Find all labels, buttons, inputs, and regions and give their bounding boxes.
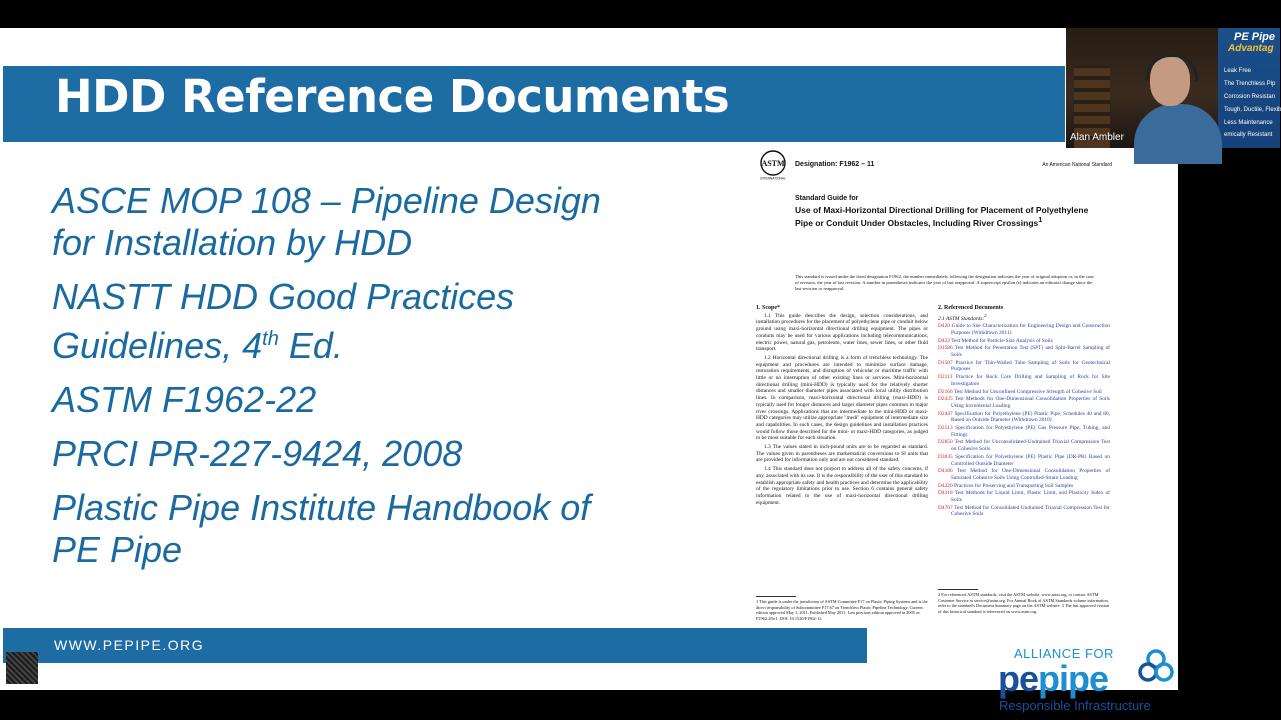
scope-column — [756, 305, 928, 508]
reference-list — [52, 180, 692, 583]
poster-item: Less Maintenance — [1224, 120, 1273, 126]
astm-reference-item — [938, 439, 1110, 452]
participant-body — [1134, 104, 1222, 164]
reference-item — [52, 180, 692, 264]
refs-heading: 2. Referenced Documents — [938, 305, 1004, 311]
astm-reference-code[interactable]: D1586 — [938, 345, 953, 352]
logo-wordmark — [998, 659, 1108, 699]
poster-title: PE Pipe — [1234, 31, 1275, 43]
reference-line: PE Pipe — [52, 529, 183, 570]
slide-title: HDD Reference Documents — [55, 70, 730, 123]
astm-reference-item — [938, 360, 1110, 373]
astm-reference-item — [938, 323, 1110, 336]
poster-item: Leak Free — [1224, 68, 1252, 74]
astm-reference-code[interactable]: D3035 — [938, 453, 953, 460]
logo-pipe-text: pipe — [1038, 658, 1109, 699]
document-intro: This standard is issued under the fixed designation F1962; the number immediately following the designation indicates the year of original adoption or, in the case of revision, the year of last revision. A number in parentheses indicates the year of last reapproval. A superscript epsilon (ε) indicates an editorial change since the last revision or reapproval. — [795, 274, 1094, 291]
astm-logo-subtext: INTERNATIONAL — [760, 176, 786, 181]
referenced-documents-column — [938, 305, 1110, 519]
footnote-divider — [938, 589, 978, 590]
astm-reference-item — [938, 396, 1110, 409]
headset-icon — [1146, 54, 1198, 81]
reference-line: ASTM F1962-22 — [52, 379, 317, 420]
astm-reference-title[interactable]: Test Methods for Liquid Limit, Plastic Limit, and Plasticity Index of Soils — [951, 490, 1110, 504]
corner-pattern-decoration — [6, 652, 38, 684]
reference-superscript: th — [262, 328, 279, 350]
astm-reference-title[interactable]: Test Methods for One-Dimensional Consolidation Properties of Soils Using Incremental Loading — [951, 396, 1110, 409]
astm-reference-title[interactable]: Test Method for Particle-Size Analysis of Soils — [951, 337, 1053, 344]
astm-reference-item — [938, 411, 1110, 424]
reference-item — [52, 276, 692, 367]
poster-subtitle: Advantag — [1228, 43, 1274, 54]
logo-pe-text: pe — [998, 658, 1039, 699]
refs-subheading: 2.1 ASTM Standards: — [938, 315, 985, 322]
scope-paragraph: 1.4 This standard does not purport to address all of the safety concerns, if any, associated with its use. It is the responsibility of the user of this standard to establish appropriate safety and health practices and determine the applicability of the regulatory limitations prior to use. Section 6 contains general safety information related to the use of maxi-horizontal directional drilling equipment. — [756, 466, 928, 506]
footer-bar — [3, 628, 867, 663]
refs-subheading-sup: 2 — [984, 312, 987, 318]
reference-item — [52, 379, 692, 421]
astm-reference-title[interactable]: Test Method for Penetration Test (SPT) and Split-Barrel Sampling of Soils — [951, 345, 1110, 359]
poster-item: The Trenchless Pip — [1224, 81, 1276, 87]
designation: Designation: F1962 – 11 — [795, 161, 875, 168]
scope-paragraph: 1.1 This guide describes the design, selection considerations, and installation procedures for the placement of polyethylene pipe or conduit below ground using maxi-horizontal directional drilling equipment. The pipes or conduits may be used for various applications including telecommunications, electric power, natural gas, petroleum, water lines, sewer lines, or other fluid transport. — [756, 312, 928, 353]
astm-reference-title[interactable]: Test Method for Consolidated Undrained Triaxial Compression Test for Cohesive Soils — [951, 504, 1110, 518]
astm-reference-item — [938, 505, 1110, 518]
astm-reference-item — [938, 338, 1110, 345]
alliance-for-pe-pipe-logo — [998, 646, 1176, 716]
poster-item: emically Resistant — [1224, 132, 1273, 138]
background-poster — [1218, 28, 1280, 148]
astm-reference-title[interactable]: Practice for Thin-Walled Tube Sampling of Soils for Geotechnical Purposes — [951, 359, 1110, 373]
astm-logo-icon — [757, 149, 789, 181]
astm-reference-code[interactable]: D4318 — [938, 490, 953, 497]
participant-name: Alan Ambler — [1070, 132, 1124, 143]
reference-item — [52, 433, 692, 475]
poster-item: Tough, Ductile, Flexib — [1224, 107, 1281, 113]
astm-reference-title[interactable]: Practice for Rock Core Drilling and Sampling of Rock for Site Investigation — [951, 374, 1110, 387]
document-title-sub: Standard Guide for — [795, 195, 859, 202]
astm-reference-title[interactable]: Specification for Polyethylene (PE) Plastic Pipe (DR-PR) Based on Controlled Outside Diameter — [951, 453, 1110, 467]
reference-item — [52, 487, 692, 571]
scope-paragraph: 1.3 The values stated in inch-pound units are to be regarded as standard. The values given in parentheses are mathematical conversions to SI units that are provided for information only and are not considered standard. — [756, 444, 928, 464]
astm-reference-code[interactable]: D2447 — [938, 410, 953, 417]
astm-reference-code[interactable]: D2435 — [938, 396, 953, 403]
astm-reference-code[interactable]: D4186 — [938, 468, 953, 475]
astm-reference-item — [938, 454, 1110, 467]
astm-reference-code[interactable]: D420 — [938, 323, 950, 330]
footer-url: WWW.PEPIPE.ORG — [54, 637, 205, 653]
national-standard-label: An American National Standard — [1042, 162, 1112, 168]
scope-heading: 1. Scope* — [756, 305, 780, 311]
astm-reference-title[interactable]: Practices for Preserving and Transporting Soil Samples — [954, 482, 1074, 489]
astm-reference-title[interactable]: Specification for Polyethylene (PE) Gas Pressure Pipe, Tubing, and Fittings — [951, 425, 1110, 438]
astm-reference-title[interactable]: Test Method for Unconsolidated-Undrained Triaxial Compression Test on Cohesive Soils — [951, 439, 1110, 453]
astm-reference-code[interactable]: D422 — [938, 337, 950, 344]
astm-reference-item — [938, 425, 1110, 438]
logo-rings-icon — [1138, 648, 1174, 692]
scope-paragraph: 1.2 Horizontal directional drilling is a form of trenchless technology. The equipment and procedures are intended to minimize surface damage, restoration requirements, and disruption of vehicular or maritime traffic with little or no interruption of other existing lines or services. Mini-horizontal directional drilling (mini-HDD) is typically used for the relatively shorter distances and smaller diameter pipes associated with local utility distribution lines. In comparison, maxi-horizontal directional drilling (maxi-HDD) is typically used for longer distances and larger diameter pipes common in major river crossings. Applications that are intermediate to the mini-HDD or maxi-HDD categories may utilize appropriate "medi" equipment of intermediate size and capabilities. In such cases, the design guidelines and installation practices would follow those described for the mini- or maxi-HDD categories, as judged to be most suitable for each situation. — [756, 354, 928, 442]
logo-tagline: Responsible Infrastructure — [999, 698, 1151, 713]
reference-line-suffix: Ed. — [278, 325, 343, 366]
reference-line: PRCI PR-227-9424, 2008 — [52, 433, 463, 474]
logo-alliance-text: ALLIANCE FOR — [1014, 646, 1114, 661]
document-title — [795, 194, 1095, 228]
astm-reference-title[interactable]: Test Method for One-Dimensional Consolidation Properties of Saturated Cohesive Soils Using Controlled-Strain Loading — [951, 468, 1110, 481]
reference-line: NASTT HDD Good Practices — [52, 276, 515, 317]
astm-reference-code[interactable]: D2166 — [938, 388, 953, 395]
astm-document-image — [745, 142, 1115, 620]
astm-reference-title[interactable]: Test Method for Unconfined Compressive Strength of Cohesive Soil — [953, 388, 1102, 395]
document-title-sup: 1 — [1038, 216, 1043, 224]
astm-reference-item — [938, 389, 1110, 396]
astm-reference-item — [938, 374, 1110, 387]
astm-reference-code[interactable]: D4220 — [938, 482, 953, 489]
reference-line: Plastic Pipe Institute Handbook of — [52, 487, 591, 528]
astm-reference-item — [938, 490, 1110, 503]
footnote-left: 1 This guide is under the jurisdiction of ASTM Committee F17 on Plastic Piping Systems and is the direct responsibility of Subcommittee F17.67 on Trenchless Plastic Pipeline Technology. Current edition approved May 1, 2011. Published May 2011. Last previous edition approved in 2005 as F1962–05e1. DOI: 10.1520/F1962-11. — [756, 599, 928, 621]
webcam-video-tile[interactable] — [1066, 28, 1280, 148]
astm-reference-title[interactable]: Guide to Site Characterization for Engineering Design and Construction Purposes (Withdrawn 2011) — [951, 323, 1110, 336]
document-title-main: Use of Maxi-Horizontal Directional Drilling for Placement of Polyethylene Pipe or Conduit Under Obstacles, Including River Crossings — [795, 205, 1089, 228]
astm-reference-code[interactable]: D2850 — [938, 439, 953, 446]
astm-reference-list — [938, 323, 1110, 518]
astm-reference-code[interactable]: D2113 — [938, 374, 953, 381]
astm-reference-code[interactable]: D1587 — [938, 359, 953, 366]
astm-reference-code[interactable]: D4767 — [938, 504, 953, 511]
astm-reference-code[interactable]: D2513 — [938, 425, 953, 432]
participant-video — [1134, 52, 1218, 148]
presentation-slide — [0, 28, 1178, 713]
refs-subheading-row — [938, 313, 1110, 323]
astm-reference-item — [938, 483, 1110, 490]
astm-logo-text: ASTM — [761, 159, 785, 168]
title-bar — [3, 66, 1065, 142]
reference-line: Guidelines, 4 — [52, 325, 263, 366]
poster-item: Corrosion Resistan — [1224, 94, 1276, 100]
astm-reference-item — [938, 468, 1110, 481]
astm-reference-title[interactable]: Specification for Polyethylene (PE) Plastic Pipe, Schedules 40 and 80, Based on Outside Diameter (Withdrawn 2010) — [951, 410, 1110, 424]
astm-reference-item — [938, 345, 1110, 358]
reference-line: for Installation by HDD — [52, 222, 413, 263]
footnote-right: 2 For referenced ASTM standards, visit the ASTM website, www.astm.org, or contact ASTM Customer Service at service@astm.org. For Annual Book of ASTM Standards volume information, refer to the standard's Document Summary page on the ASTM website. 3 The last approved version of this historical standard is referenced on www.astm.org. — [938, 592, 1110, 614]
footnote-divider — [756, 596, 796, 597]
reference-line: ASCE MOP 108 – Pipeline Design — [52, 180, 601, 221]
